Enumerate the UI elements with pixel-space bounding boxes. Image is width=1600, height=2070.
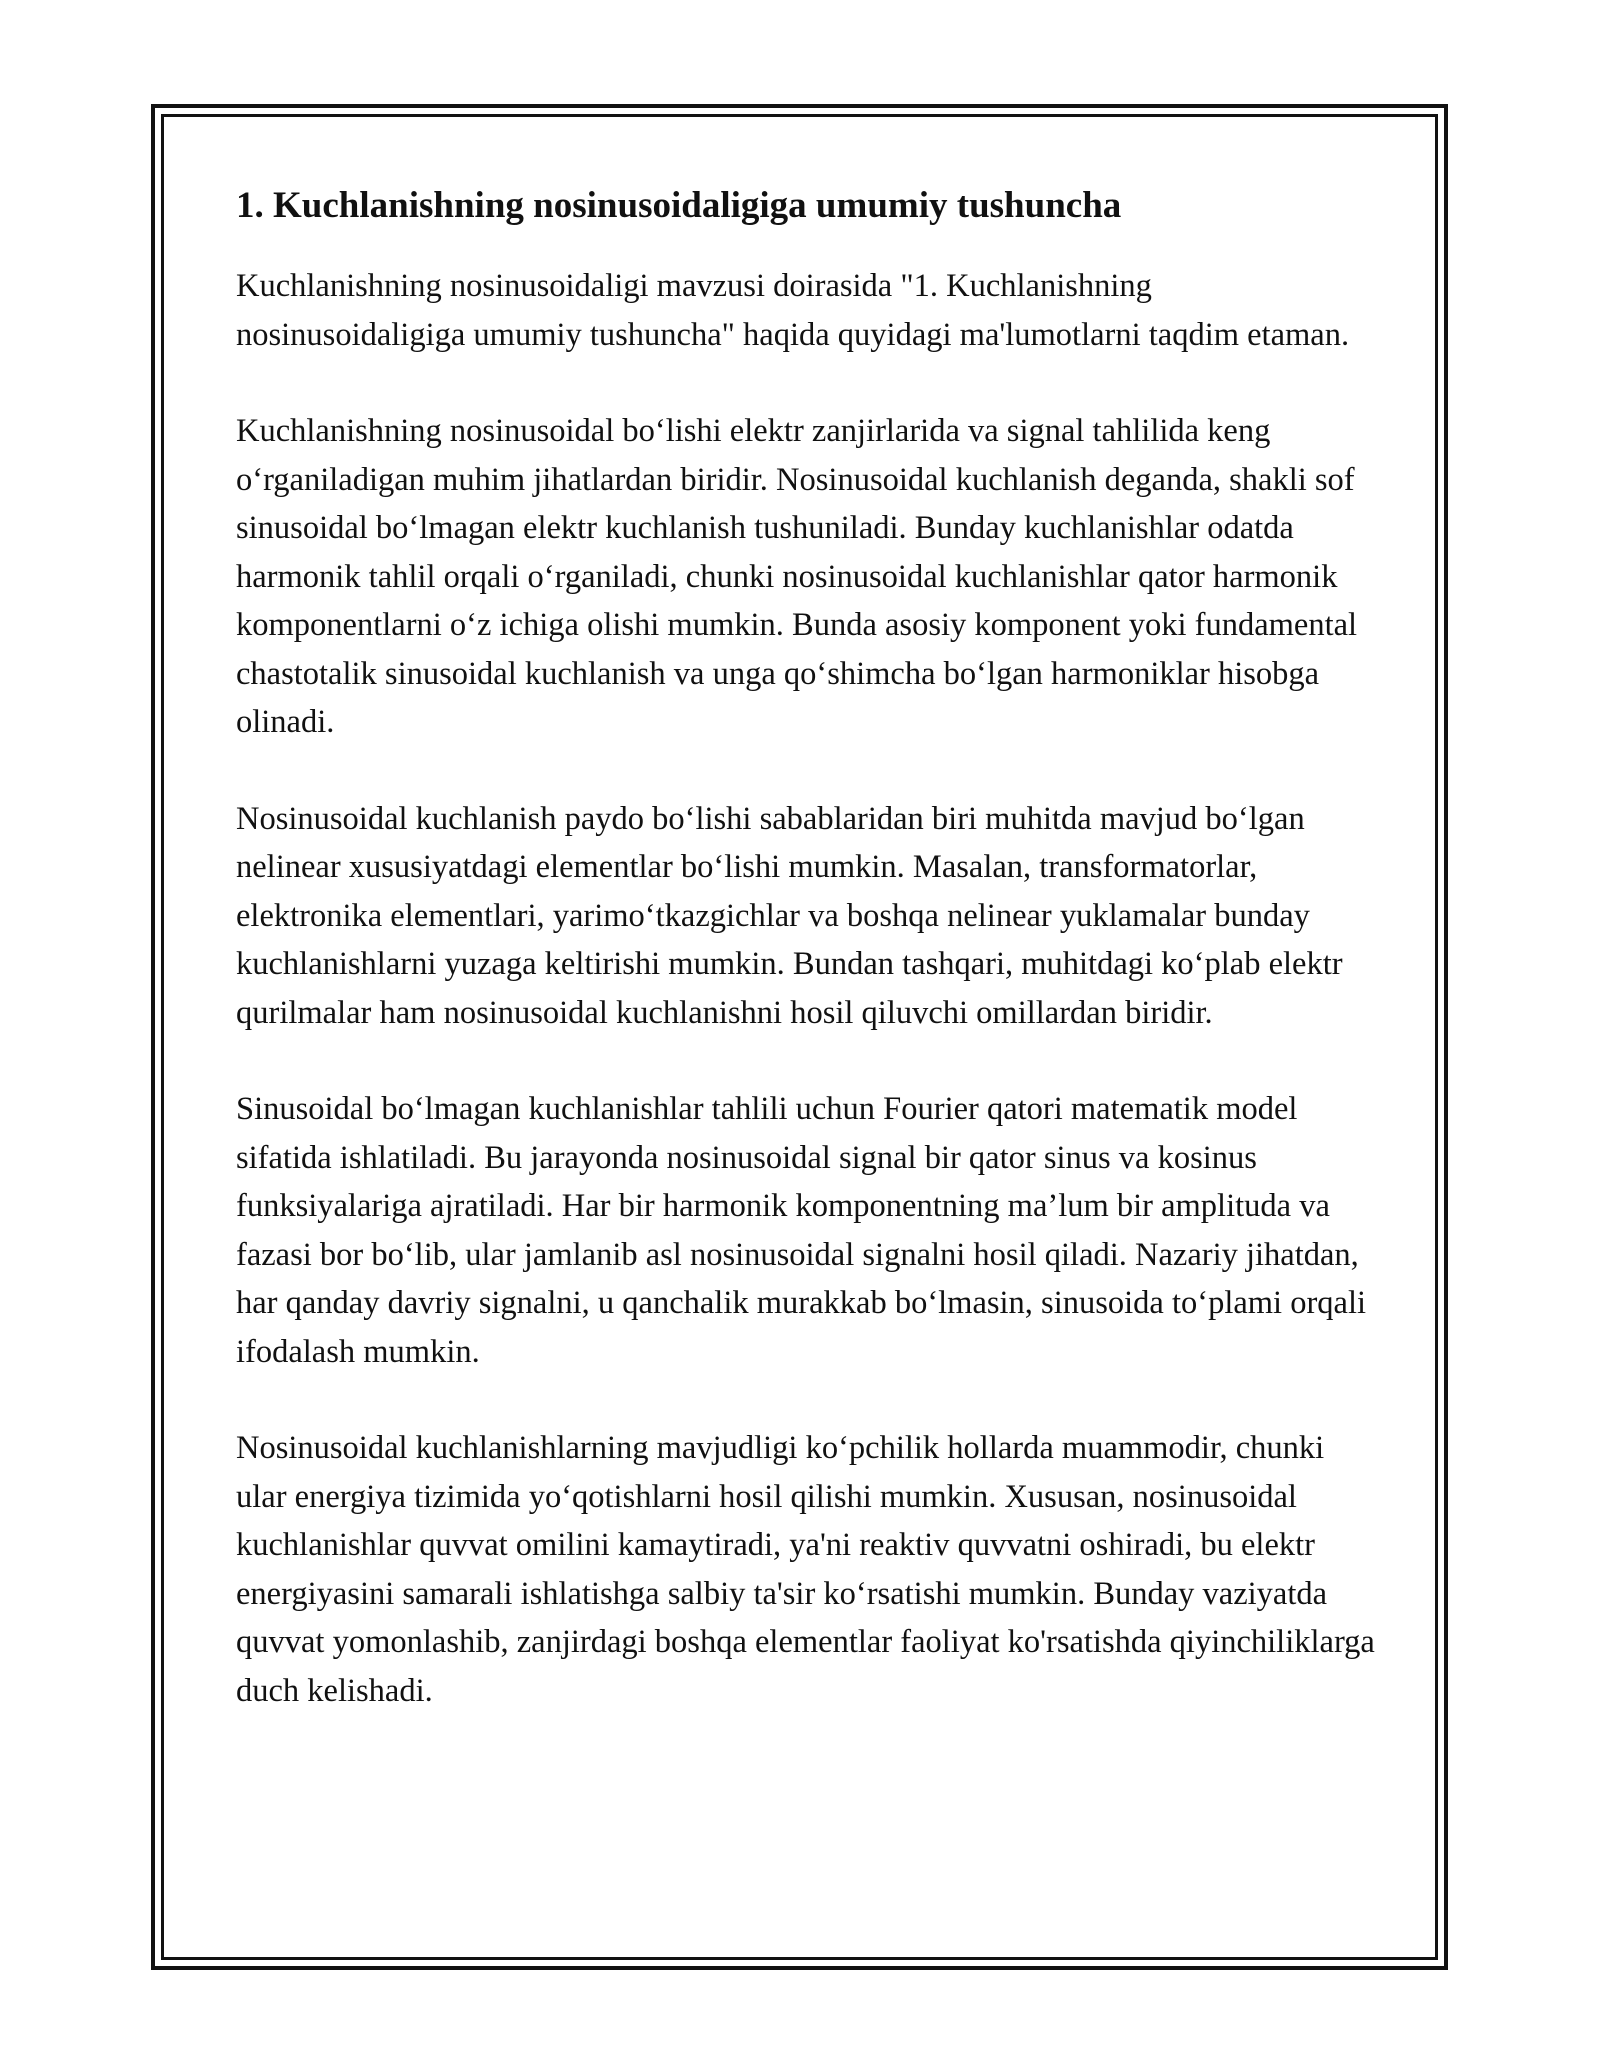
document-body	[236, 180, 1376, 1763]
paragraph-intro: Kuchlanishning nosinusoidaligi mavzusi doirasida "1. Kuchlanishning nosinusoidaligiga umumiy tushuncha" haqida quyidagi ma'lumotlarni taqdim etaman.	[236, 268, 1350, 353]
paragraph-causes: Nosinusoidal kuchlanish paydo bo‘lishi sabablaridan biri muhitda mavjud bo‘lgan nelinear xususiyatdagi elementlar bo‘lishi mumkin. Masalan, transformatorlar, elektronika elementlari, yarimo‘tkazgichlar va boshqa nelinear yuklamalar bunday kuchlanishlarni yuzaga keltirishi mumkin. Bundan tashqari, muhitdagi ko‘plab elektr qurilmalar ham nosinusoidal kuchlanishni hosil qiluvchi omillardan biridir.	[236, 800, 1343, 1031]
paragraph-problems: Nosinusoidal kuchlanishlarning mavjudligi ko‘pchilik hollarda muammodir, chunki ular energiya tizimida yo‘qotishlarni hosil qilishi mumkin. Xususan, nosinusoidal kuchlanishlar quvvat omilini kamaytiradi, ya'ni reaktiv quvvatni oshiradi, bu elektr energiyasini samarali ishlatishga salbiy ta'sir ko‘rsatishi mumkin. Bunday vaziyatda quvvat yomonlashib, zanjirdagi boshqa elementlar faoliyat ko'rsatishda qiyinchiliklarga duch kelishadi.	[236, 1430, 1375, 1709]
paragraph-definition: Kuchlanishning nosinusoidal bo‘lishi elektr zanjirlarida va signal tahlilida keng o‘rganiladigan muhim jihatlardan biridir. Nosinusoidal kuchlanish deganda, shakli sof sinusoidal bo‘lmagan elektr kuchlanish tushuniladi. Bunday kuchlanishlar odatda harmonik tahlil orqali o‘rganiladi, chunki nosinusoidal kuchlanishlar qator harmonik komponentlarni o‘z ichiga olishi mumkin. Bunda asosiy komponent yoki fundamental chastotalik sinusoidal kuchlanish va unga qo‘shimcha bo‘lgan harmoniklar hisobga olinadi.	[236, 413, 1358, 740]
paragraph-fourier: Sinusoidal bo‘lmagan kuchlanishlar tahlili uchun Fourier qatori matematik model sifatida ishlatiladi. Bu jarayonda nosinusoidal signal bir qator sinus va kosinus funksiyalariga ajratiladi. Har bir harmonik komponentning ma’lum bir amplituda va fazasi bor bo‘lib, ular jamlanib asl nosinusoidal signalni hosil qiladi. Nazariy jihatdan, har qanday davriy signalni, u qanchalik murakkab bo‘lmasin, sinusoida to‘plami orqali ifodalash mumkin.	[236, 1091, 1367, 1370]
section-heading: 1. Kuchlanishning nosinusoidaligiga umumiy tushuncha	[236, 185, 1122, 226]
